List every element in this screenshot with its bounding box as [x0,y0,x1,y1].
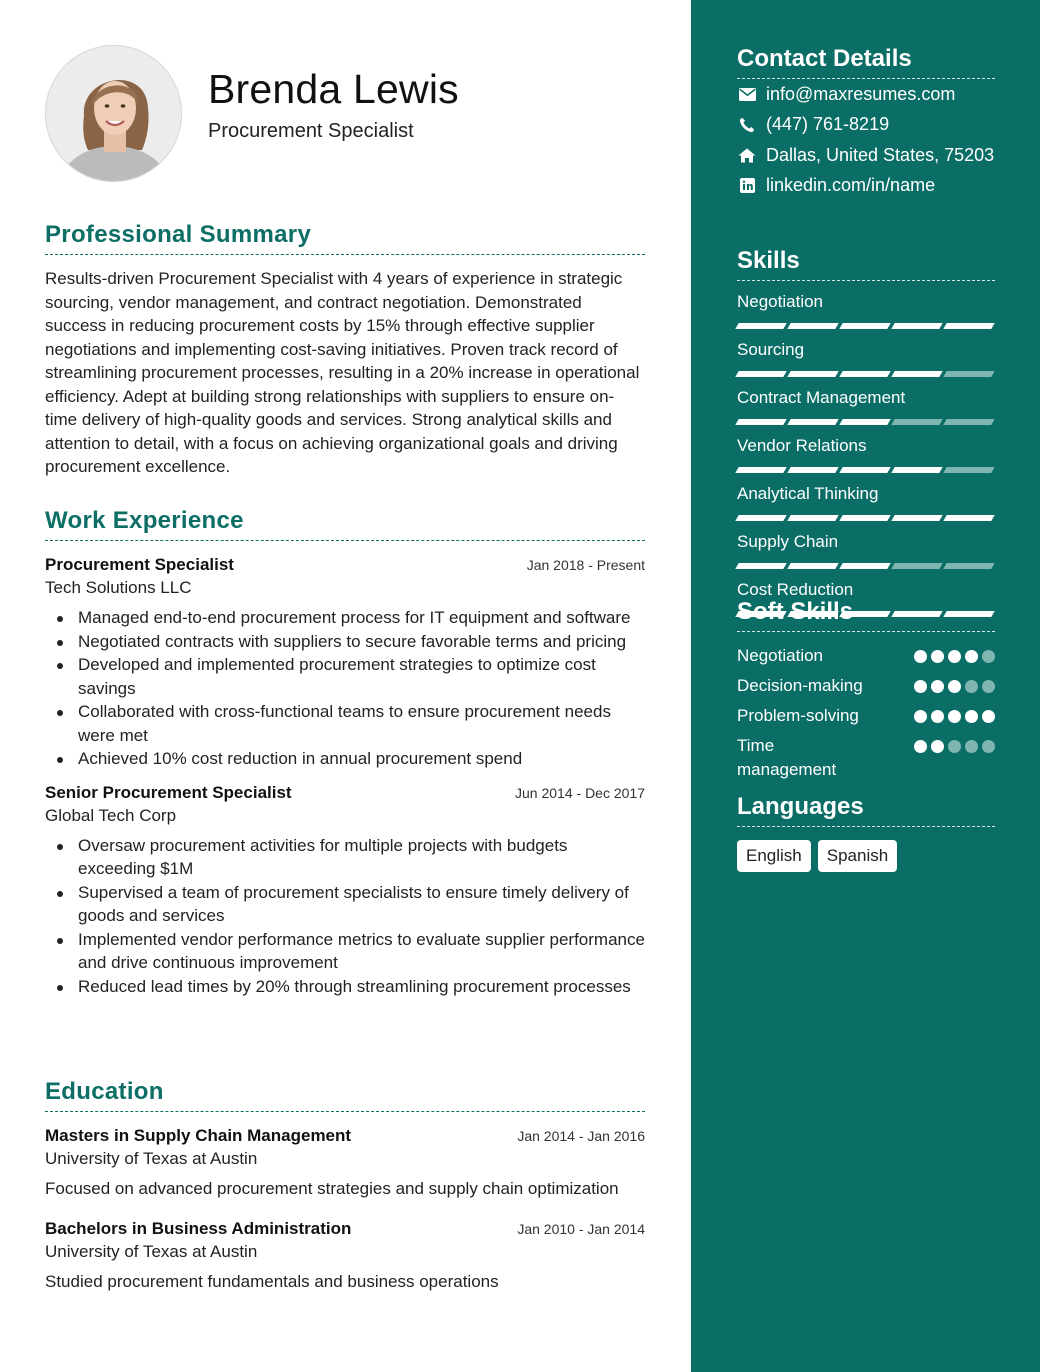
skill-level-segment [891,563,942,569]
linkedin-icon [737,177,757,195]
skill-level-segment [943,515,994,521]
phone-text: (447) 761-8219 [766,114,890,135]
job-bullet: Developed and implemented procurement strategies to optimize cost savings [45,653,645,700]
job-bullet: Supervised a team of procurement specialists to ensure timely delivery of goods and services [45,881,645,928]
soft-skills-list [737,644,995,782]
language-list [737,840,995,872]
rating-dot [965,680,978,693]
language-tag: English [737,840,811,872]
job-entry [45,783,645,999]
skills-section [737,246,995,617]
rating-dot [965,650,978,663]
email-text: info@maxresumes.com [766,83,956,104]
languages-section [737,792,995,872]
job-title: Senior Procurement Specialist [45,782,292,802]
rating-dot [948,680,961,693]
summary-section [45,220,645,479]
education-entry [45,1219,645,1294]
section-divider [45,254,645,255]
job-entry [45,555,645,771]
skill-level-segment [735,419,786,425]
linkedin-text: linkedin.com/in/name [766,175,936,196]
section-divider [737,826,995,827]
skill-level-segment [943,467,994,473]
skill-level-bar [737,419,995,425]
soft-skill-name: Time management [737,736,837,779]
skill-level-segment [891,371,942,377]
rating-dot [931,740,944,753]
skill-level-segment [839,515,890,521]
skill-level-bar [737,371,995,377]
section-divider [737,280,995,281]
rating-dot [931,650,944,663]
skill-item [737,531,995,569]
education-dates: Jan 2014 - Jan 2016 [517,1128,645,1144]
skill-level-segment [839,371,890,377]
skill-item [737,387,995,425]
job-bullet: Reduced lead times by 20% through streamlining procurement processes [45,975,645,999]
skill-level-bar [737,515,995,521]
job-bullet: Achieved 10% cost reduction in annual procurement spend [45,747,645,771]
skill-level-segment [943,563,994,569]
rating-dot [914,740,927,753]
rating-dot [948,740,961,753]
skill-level-segment [839,323,890,329]
avatar [45,45,182,182]
skill-level-segment [735,323,786,329]
contact-phone[interactable] [737,110,995,141]
skill-level-segment [943,323,994,329]
skill-level-segment [891,419,942,425]
job-bullets [45,606,645,771]
summary-text: Results-driven Procurement Specialist with 4 years of experience in strategic sourcing, vendor management, and contract negotiation. Demonstrated success in reducing procurement costs by 15% through effective supplier negotiations and implementing cost-saving initiatives. Proven track record of streamlining procurement processes, resulting in a 20% increase in operational efficiency. Adept at building strong relationships with suppliers to ensure on-time delivery of high-quality goods and services. Strong analytical skills and attention to detail, with a focus on achieving organizational goals and driving procurement excellence. [45,269,640,476]
skill-level-segment [735,371,786,377]
skill-item [737,483,995,521]
education-description: Studied procurement fundamentals and business operations [45,1272,499,1291]
school-name: University of Texas at Austin [45,1149,258,1168]
education-heading: Education [45,1078,164,1105]
skill-level-segment [787,323,838,329]
skill-level-segment [943,419,994,425]
rating-dot [914,650,927,663]
job-bullet: Oversaw procurement activities for multiple projects with budgets exceeding $1M [45,834,645,881]
skill-name: Negotiation [737,292,824,311]
job-dates: Jan 2018 - Present [526,557,645,573]
skill-level-segment [787,515,838,521]
soft-skill-rating [914,680,995,693]
job-bullets [45,834,645,999]
education-entry [45,1126,645,1201]
skill-level-segment [787,563,838,569]
skill-level-segment [891,515,942,521]
rating-dot [982,650,995,663]
profile-photo [46,46,182,182]
contact-email[interactable] [737,79,995,110]
skill-level-segment [735,515,786,521]
work-section [45,506,645,998]
language-tag: Spanish [818,840,897,872]
school-name: University of Texas at Austin [45,1242,258,1261]
soft-skill-item [737,704,995,728]
rating-dot [965,740,978,753]
skill-level-segment [787,419,838,425]
rating-dot [965,710,978,723]
soft-skill-rating [914,650,995,663]
rating-dot [982,740,995,753]
job-bullet: Negotiated contracts with suppliers to secure favorable terms and pricing [45,630,645,654]
candidate-title: Procurement Specialist [208,120,414,142]
contact-heading: Contact Details [737,45,912,72]
sidebar [691,0,1040,1372]
job-bullet: Managed end-to-end procurement process for IT equipment and software [45,606,645,630]
rating-dot [914,710,927,723]
summary-heading: Professional Summary [45,221,312,248]
soft-skill-name: Decision-making [737,676,863,695]
soft-skill-rating [914,710,995,723]
skill-level-segment [839,419,890,425]
address-text: Dallas, United States, 75203 [766,144,995,165]
soft-skills-section [737,597,995,782]
rating-dot [948,710,961,723]
skill-item [737,291,995,329]
job-company: Global Tech Corp [45,805,177,825]
job-company: Tech Solutions LLC [45,578,192,597]
soft-skill-name: Negotiation [737,646,824,665]
job-bullet: Collaborated with cross-functional teams to ensure procurement needs were met [45,700,645,747]
job-bullet: Implemented vendor performance metrics to evaluate supplier performance and drive continuous improvement [45,928,645,975]
skill-level-segment [735,563,786,569]
skill-level-bar [737,563,995,569]
rating-dot [931,710,944,723]
rating-dot [914,680,927,693]
rating-dot [948,650,961,663]
skill-name: Contract Management [737,388,906,407]
skill-level-segment [787,467,838,473]
degree-title: Masters in Supply Chain Management [45,1126,352,1145]
education-description: Focused on advanced procurement strategies and supply chain optimization [45,1179,619,1198]
skill-level-segment [891,323,942,329]
rating-dot [982,680,995,693]
skill-item [737,339,995,377]
languages-heading: Languages [737,793,864,820]
section-divider [45,540,645,541]
section-divider [45,1111,645,1112]
contact-linkedin[interactable] [737,171,995,202]
skills-list [737,291,995,617]
home-icon [737,146,757,164]
candidate-name: Brenda Lewis [208,66,459,112]
skill-name: Analytical Thinking [737,484,879,503]
education-section [45,1077,645,1294]
soft-skill-item [737,644,995,668]
skill-level-segment [839,563,890,569]
skills-heading: Skills [737,247,800,274]
soft-skill-name: Problem-solving [737,706,859,725]
job-title: Procurement Specialist [45,555,234,574]
skill-name: Cost Reduction [737,580,854,599]
skill-name: Supply Chain [737,532,839,551]
skill-level-segment [735,467,786,473]
soft-skill-rating [914,740,995,753]
skill-level-bar [737,323,995,329]
skill-level-segment [839,467,890,473]
rating-dot [931,680,944,693]
rating-dot [982,710,995,723]
soft-skill-item [737,674,995,698]
soft-skill-item [737,734,995,782]
skill-item [737,435,995,473]
education-dates: Jan 2010 - Jan 2014 [517,1221,645,1237]
degree-title: Bachelors in Business Administration [45,1219,352,1238]
contact-address [737,140,995,171]
soft-skills-heading: Soft Skills [737,598,854,625]
skill-level-segment [891,467,942,473]
job-dates: Jun 2014 - Dec 2017 [515,784,645,801]
phone-icon [737,116,757,134]
work-heading: Work Experience [45,507,244,534]
skill-name: Vendor Relations [737,436,867,455]
skill-name: Sourcing [737,340,805,359]
skill-level-segment [943,371,994,377]
skill-level-bar [737,467,995,473]
envelope-icon [737,85,757,103]
section-divider [737,631,995,632]
contact-section [737,44,995,201]
skill-level-segment [787,371,838,377]
